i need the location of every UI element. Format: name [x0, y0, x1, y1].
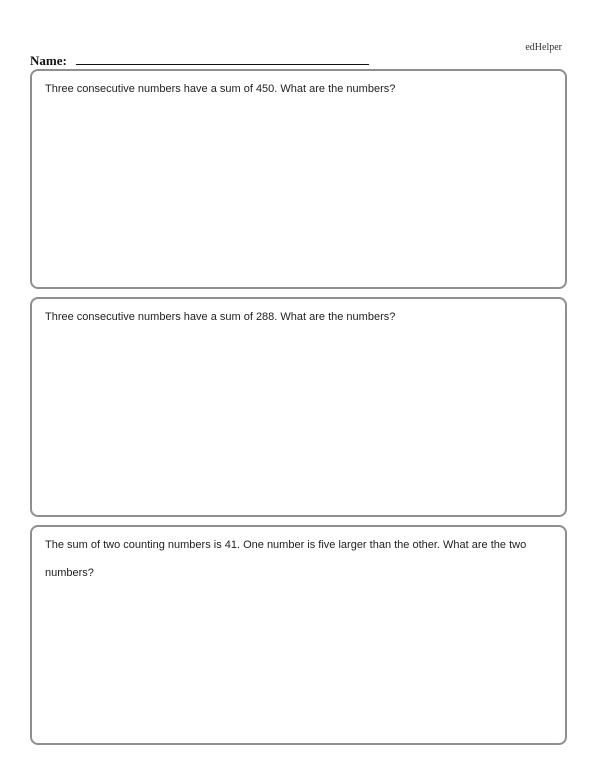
brand-label: edHelper	[525, 42, 562, 53]
name-label: Name:	[30, 53, 67, 68]
name-field	[30, 53, 375, 69]
question-box-3[interactable]	[30, 525, 567, 745]
question-box-1[interactable]	[30, 69, 567, 289]
question-text-2: Three consecutive numbers have a sum of 288. What are the numbers?	[45, 311, 396, 323]
question-text-3: The sum of two counting numbers is 41. One number is five larger than the other. What are the two numbers?	[45, 539, 527, 579]
name-write-line[interactable]	[76, 64, 369, 65]
question-text-1: Three consecutive numbers have a sum of 450. What are the numbers?	[45, 83, 396, 95]
question-box-2[interactable]	[30, 297, 567, 517]
